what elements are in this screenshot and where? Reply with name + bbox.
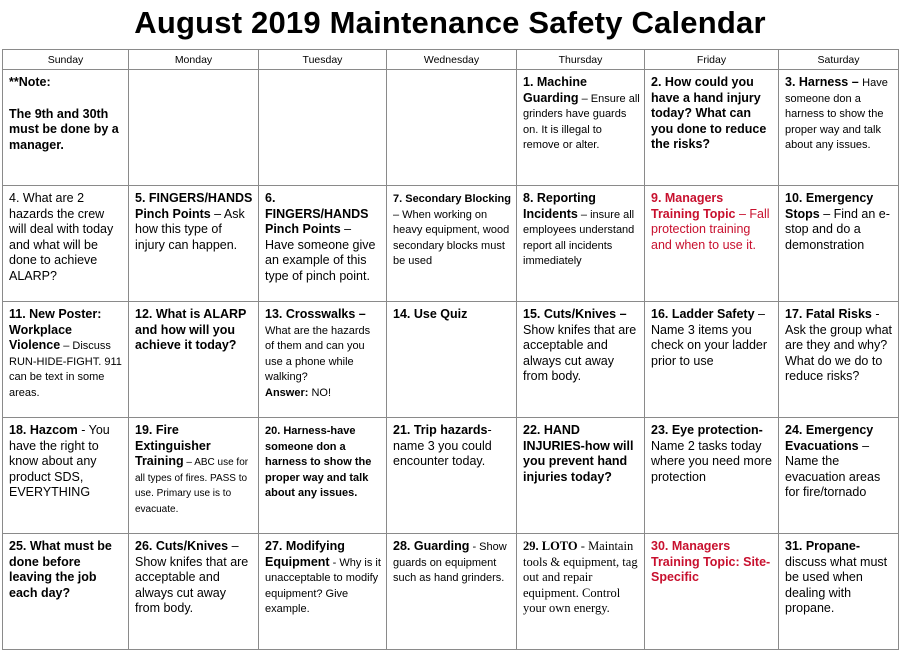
day-text: – Ensure all grinders have guards on. It is illegal to remove or alter. (523, 92, 640, 151)
day-text: – Name 3 items you check on your ladder prior to use (651, 307, 768, 368)
empty-day-cell (129, 70, 259, 186)
day-title: 1. Machine Guarding (523, 75, 587, 105)
day-cell-25 (3, 534, 129, 650)
day-cell-4 (3, 186, 129, 302)
day-cell-10 (779, 186, 899, 302)
day-cell-16 (645, 302, 779, 418)
weekday-monday: Monday (129, 50, 259, 70)
day-title: 27. Modifying Equipment (265, 539, 345, 569)
note-text: The 9th and 30th must be done by a manager. (9, 106, 119, 152)
day-cell-13 (259, 302, 387, 418)
day-title: 7. Secondary Blocking (393, 193, 511, 205)
day-title: 10. Emergency Stops (785, 191, 874, 221)
day-text: Name 2 tasks today where you need more protection (651, 438, 772, 484)
day-text: – Show knifes that are acceptable and always cut away from body. (135, 539, 249, 615)
day-text: 4. What are 2 hazards the crew will deal with today and what will be done to achieve ALARP? (9, 191, 114, 283)
day-title: 3. Harness – (785, 75, 863, 89)
note-label: **Note: (9, 75, 51, 89)
calendar-grid (2, 49, 899, 650)
answer-label: Answer: (265, 386, 309, 399)
day-title: 17. Fatal Risks (785, 307, 872, 321)
day-text: - Why is it unacceptable to modify equipment? Give example. (265, 556, 381, 615)
day-title: 18. Hazcom (9, 423, 78, 437)
calendar-title: August 2019 Maintenance Safety Calendar (134, 5, 766, 40)
day-title: 13. Crosswalks – (265, 307, 366, 321)
day-cell-6 (259, 186, 387, 302)
day-cell-7 (387, 186, 517, 302)
day-text: – ABC use for all types of fires. PASS to use. Primary use is to evacuate. (135, 457, 249, 515)
day-cell-14 (387, 302, 517, 418)
weekday-header-row (3, 50, 899, 70)
day-title: 8. Reporting Incidents (523, 191, 596, 221)
day-title: 24. Emergency Evacuations (785, 423, 874, 453)
day-cell-1 (517, 70, 645, 186)
day-title: 22. HAND INJURIES-how will you prevent hand injuries today? (523, 423, 634, 484)
day-title: 28. Guarding (393, 539, 470, 553)
week-row (3, 70, 899, 186)
day-text: – insure all employees understand report all incidents immediately (523, 208, 635, 267)
day-title: 2. How could you have a hand injury today? What can you done to reduce the risks? (651, 75, 767, 151)
day-text: - You have the right to know about any product SDS, EVERYTHING (9, 423, 110, 499)
day-text: - Show guards on equipment such as hand grinders. (393, 541, 507, 584)
day-text: – Name the evacuation areas for fire/tornado (785, 438, 881, 499)
answer-text: NO! (308, 386, 332, 399)
week-row (3, 418, 899, 534)
day-title: 6. FINGERS/HANDS Pinch Points (265, 191, 369, 236)
day-text: - Ask the group what are they and why? What do we do to reduce risks? (785, 307, 893, 383)
weekday-saturday: Saturday (779, 50, 899, 70)
day-title: 30. Managers Training Topic: Site-Specific (651, 539, 771, 584)
day-text: Show knifes that are acceptable and always cut away from body. (523, 322, 637, 383)
day-text: – Find an e-stop and do a demonstration (785, 206, 890, 252)
weekday-friday: Friday (645, 50, 779, 70)
day-cell-17 (779, 302, 899, 418)
day-cell-30 (645, 534, 779, 650)
day-cell-5 (129, 186, 259, 302)
day-cell-24 (779, 418, 899, 534)
day-title: 11. New Poster: Workplace Violence (9, 307, 102, 352)
day-title: 26. Cuts/Knives (135, 539, 229, 553)
day-title: 21. Trip hazards (393, 423, 488, 437)
empty-day-cell (387, 70, 517, 186)
day-title: 12. What is ALARP and how will you achieve it today? (135, 307, 247, 352)
day-cell-27 (259, 534, 387, 650)
day-cell-31 (779, 534, 899, 650)
weekday-sunday: Sunday (3, 50, 129, 70)
day-cell-8 (517, 186, 645, 302)
day-title: 5. FINGERS/HANDS Pinch Points (135, 191, 253, 221)
day-text: discuss what must be used when dealing with propane. (785, 554, 888, 615)
day-text: - name 3 you could encounter today. (393, 423, 492, 468)
week-row (3, 534, 899, 650)
day-cell-23 (645, 418, 779, 534)
day-title: 20. Harness-have someone don a harness to show the proper way and talk about any issues. (265, 425, 372, 499)
day-text: – Have someone give an example of this type of pinch point. (265, 222, 376, 283)
day-text: - Maintain tools & equipment, tag out and repair equipment. Control your own energy. (523, 539, 638, 615)
weekday-wednesday: Wednesday (387, 50, 517, 70)
day-title: 16. Ladder Safety (651, 307, 755, 321)
day-title: 23. Eye protection- (651, 423, 763, 437)
day-cell-21 (387, 418, 517, 534)
day-cell-22 (517, 418, 645, 534)
day-text: – Ask how this type of injury can happen. (135, 206, 245, 252)
day-title: 14. Use Quiz (393, 307, 468, 321)
day-title: 25. What must be done before leaving the job each day? (9, 539, 112, 600)
day-cell-29 (517, 534, 645, 650)
day-cell-28 (387, 534, 517, 650)
day-title: 9. Managers Training Topic (651, 191, 736, 221)
day-cell-19 (129, 418, 259, 534)
weekday-tuesday: Tuesday (259, 50, 387, 70)
week-row (3, 302, 899, 418)
day-text: – When working on heavy equipment, wood secondary blocks must be used (393, 208, 510, 267)
day-cell-12 (129, 302, 259, 418)
day-cell-9 (645, 186, 779, 302)
empty-day-cell (259, 70, 387, 186)
day-text: – Fall protection training and when to use it. (651, 206, 770, 252)
day-cell-11 (3, 302, 129, 418)
day-title: 19. Fire Extinguisher Training (135, 423, 211, 468)
day-cell-3 (779, 70, 899, 186)
day-cell-26 (129, 534, 259, 650)
day-title: 15. Cuts/Knives – (523, 307, 627, 321)
day-cell-20 (259, 418, 387, 534)
day-cell-18 (3, 418, 129, 534)
day-text: What are the hazards of them and can you use a phone while walking? (265, 324, 371, 383)
note-cell (3, 70, 129, 186)
day-title: 31. Propane- (785, 539, 861, 553)
week-row (3, 186, 899, 302)
day-cell-15 (517, 302, 645, 418)
day-title: 29. LOTO (523, 539, 578, 553)
day-cell-2 (645, 70, 779, 186)
weekday-thursday: Thursday (517, 50, 645, 70)
day-text: – Discuss RUN-HIDE-FIGHT. 911 can be text in some areas. (9, 340, 122, 399)
day-text: Have someone don a harness to show the proper way and talk about any issues. (785, 77, 888, 151)
